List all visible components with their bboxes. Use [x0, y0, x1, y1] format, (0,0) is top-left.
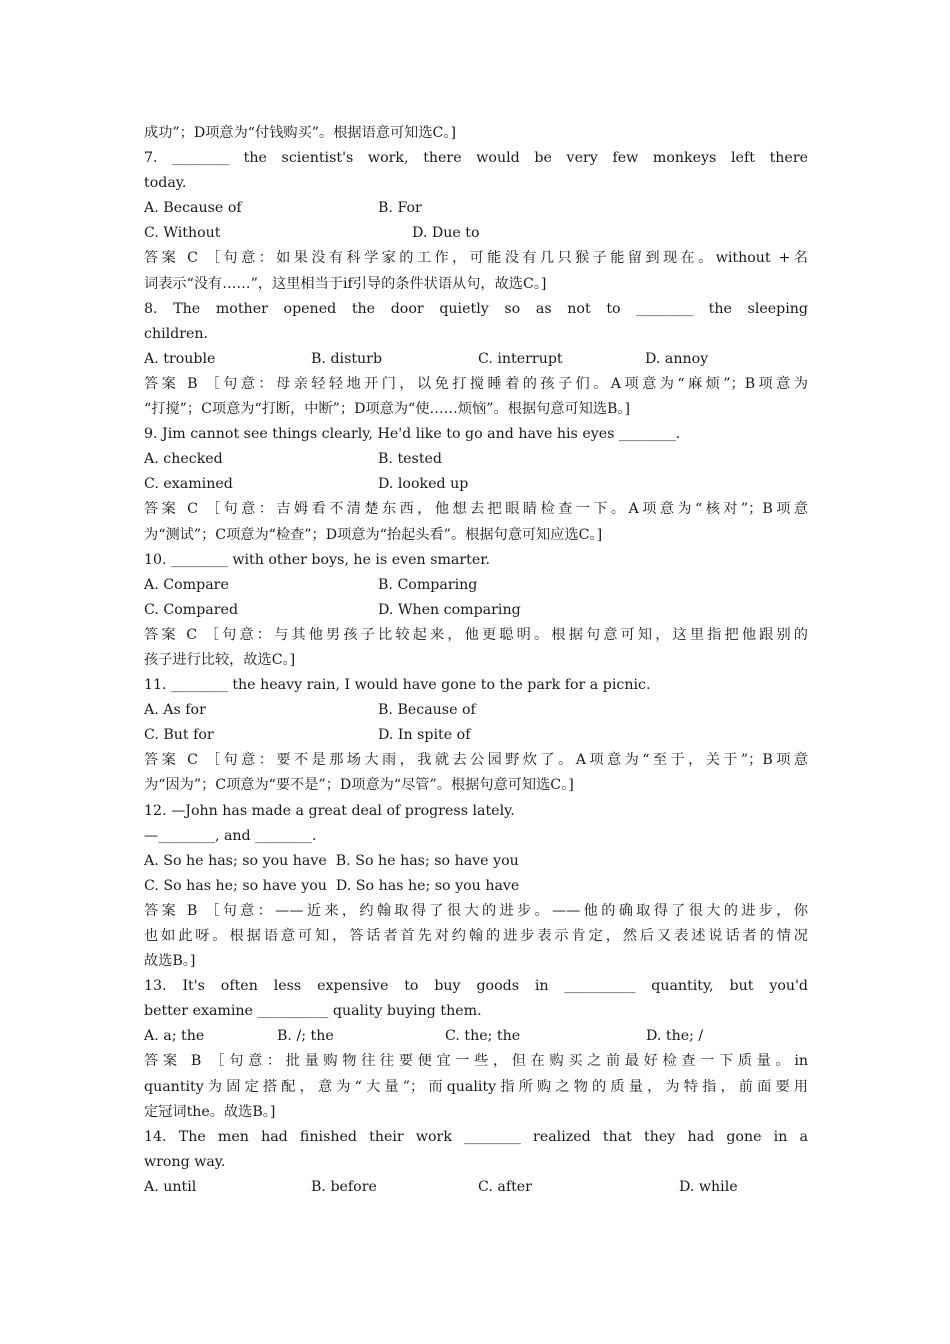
- question-14-cont: wrong way.: [144, 1153, 226, 1170]
- q13-option-b: B. /; the: [277, 1028, 334, 1045]
- question-13: 13. It's often less expensive to buy goods in __________ quantity, but you'd: [144, 978, 808, 995]
- q7-option-d: D. Due to: [412, 225, 480, 242]
- answer-8: 答案 B ［句意：母亲轻轻地开门，以免打搅睡着的孩子们。A项意为“麻烦”；B项意为: [144, 375, 808, 392]
- q8-option-b: B. disturb: [311, 350, 383, 367]
- q11-options-row1: [144, 698, 808, 723]
- answer-13-end: 定冠词the。故选B。]: [144, 1103, 276, 1120]
- answer-9-cont: 为“测试”；C项意为“检查”；D项意为“抬起头看”。根据句意可知应选C。]: [144, 526, 603, 543]
- q13-option-a: A. a; the: [144, 1028, 205, 1045]
- q14-option-a: A. until: [144, 1178, 197, 1195]
- answer-7-cont: 词表示“没有……”，这里相当于if引导的条件状语从句，故选C。]: [144, 275, 547, 292]
- q10-options-row1: [144, 573, 808, 598]
- q8-option-c: C. interrupt: [478, 350, 563, 367]
- q10-option-b: B. Comparing: [378, 576, 478, 593]
- q13-options: [144, 1024, 808, 1049]
- q11-option-b: B. Because of: [378, 702, 476, 719]
- q9-options-row2: [144, 472, 808, 497]
- q11-options-row2: [144, 723, 808, 748]
- answer-13: 答案 B ［句意：批量购物往往要便宜一些，但在购买之前最好检查一下质量。in: [144, 1053, 808, 1070]
- answer-10: 答案 C ［句意：与其他男孩子比较起来，他更聪明。根据句意可知，这里指把他跟别的: [144, 626, 808, 643]
- q10-options-row2: [144, 598, 808, 623]
- q9-option-c: C. examined: [144, 476, 233, 493]
- answer-12-end: 故选B。]: [144, 953, 196, 970]
- q10-option-d: D. When comparing: [378, 601, 521, 618]
- answer-7: 答案 C ［句意：如果没有科学家的工作，可能没有几只猴子能留到现在。without +名: [144, 250, 808, 267]
- q13-option-d: D. the; /: [646, 1028, 704, 1045]
- q13-option-c: C. the; the: [445, 1028, 521, 1045]
- q7-option-a: A. Because of: [144, 200, 242, 217]
- q9-option-d: D. looked up: [378, 476, 469, 493]
- question-9: 9. Jim cannot see things clearly, He'd like to go and have his eyes ________.: [144, 426, 681, 443]
- answer-8-cont: “打搅”；C项意为“打断，中断”；D项意为“使……烦恼”。根据句意可知选B。]: [144, 401, 631, 418]
- document-page: [144, 121, 808, 1200]
- question-12-reply: —________, and ________.: [144, 827, 317, 844]
- question-7: 7. ________ the scientist's work, there would be very few monkeys left there: [144, 150, 808, 167]
- question-11: 11. ________ the heavy rain, I would have gone to the park for a picnic.: [144, 677, 651, 694]
- q7-option-b: B. For: [378, 200, 422, 217]
- question-12: 12. —John has made a great deal of progress lately.: [144, 802, 515, 819]
- q7-option-c: C. Without: [144, 225, 221, 242]
- question-10: 10. ________ with other boys, he is even smarter.: [144, 551, 490, 568]
- q11-option-c: C. But for: [144, 727, 214, 744]
- q11-option-a: A. As for: [144, 702, 206, 719]
- q9-options-row1: [144, 447, 808, 472]
- answer-12: 答案 B ［句意：——近来，约翰取得了很大的进步。——他的确取得了很大的进步，你: [144, 902, 808, 919]
- question-13-cont: better examine __________ quality buying them.: [144, 1003, 482, 1020]
- q7-options-row2: [144, 221, 808, 246]
- q10-option-a: A. Compare: [144, 576, 229, 593]
- question-8: 8. The mother opened the door quietly so as not to ________ the sleeping: [144, 300, 808, 317]
- question-8-cont: children.: [144, 325, 209, 342]
- q14-options: [144, 1175, 808, 1200]
- q14-option-b: B. before: [311, 1178, 377, 1195]
- answer-12-cont: 也如此呀。根据语意可知，答话者首先对约翰的进步表示肯定，然后又表述说话者的情况: [144, 928, 808, 944]
- q7-options-row1: [144, 196, 808, 221]
- answer-13-cont: quantity为固定搭配，意为“大量”；而quality指所购之物的质量，为特指，前面要用: [144, 1078, 808, 1095]
- answer-11: 答案 C ［句意：要不是那场大雨，我就去公园野炊了。A项意为“至于，关于”；B项意: [144, 752, 808, 769]
- q8-option-d: D. annoy: [645, 350, 709, 367]
- answer-continuation: 成功”；D项意为“付钱购买”。根据语意可知选C。]: [144, 125, 456, 141]
- q12-options-row2: C. So has he; so have you D. So has he; so you have: [144, 877, 520, 894]
- q8-options: [144, 347, 808, 372]
- answer-11-cont: 为“因为”；C项意为“要不是”；D项意为“尽管”。根据句意可知选C。]: [144, 777, 574, 794]
- q9-option-b: B. tested: [378, 451, 443, 468]
- q11-option-d: D. In spite of: [378, 727, 471, 744]
- answer-10-cont: 孩子进行比较，故选C。]: [144, 651, 296, 668]
- q10-option-c: C. Compared: [144, 601, 239, 618]
- q14-option-d: D. while: [679, 1178, 738, 1195]
- question-7-cont: today.: [144, 175, 187, 192]
- q14-option-c: C. after: [478, 1178, 532, 1195]
- q12-options-row1: A. So he has; so you have B. So he has; so have you: [144, 852, 519, 869]
- answer-9: 答案 C ［句意：吉姆看不清楚东西，他想去把眼睛检查一下。A项意为“核对”；B项意: [144, 501, 808, 518]
- question-14: 14. The men had finished their work ________ realized that they had gone in a: [144, 1128, 808, 1145]
- q8-option-a: A. trouble: [144, 350, 216, 367]
- q9-option-a: A. checked: [144, 451, 223, 468]
